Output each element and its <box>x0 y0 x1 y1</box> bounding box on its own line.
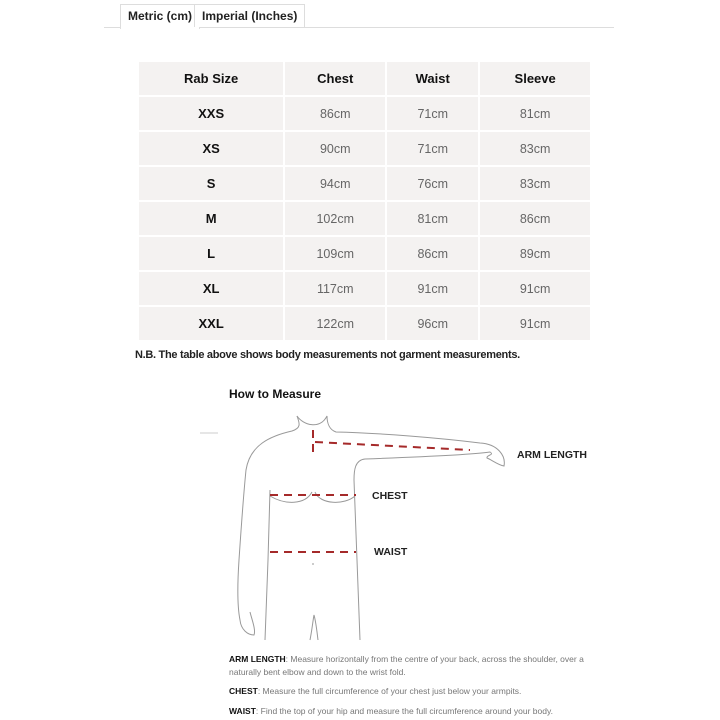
arm-length-line <box>315 442 470 450</box>
body-outline <box>238 416 504 640</box>
waist-description <box>229 705 594 718</box>
size-cell: XXL <box>139 307 283 340</box>
value-cell: 122cm <box>285 307 385 340</box>
size-cell: S <box>139 167 283 200</box>
value-cell: 109cm <box>285 237 385 270</box>
value-cell: 86cm <box>480 202 590 235</box>
value-cell: 91cm <box>387 272 478 305</box>
size-cell: XS <box>139 132 283 165</box>
value-cell: 90cm <box>285 132 385 165</box>
value-cell: 94cm <box>285 167 385 200</box>
value-cell: 86cm <box>387 237 478 270</box>
value-cell: 83cm <box>480 167 590 200</box>
value-cell: 71cm <box>387 97 478 130</box>
header-chest: Chest <box>285 62 385 95</box>
value-cell: 89cm <box>480 237 590 270</box>
size-cell: XL <box>139 272 283 305</box>
header-waist: Waist <box>387 62 478 95</box>
size-cell: M <box>139 202 283 235</box>
size-cell: XXS <box>139 97 283 130</box>
text: : Measure horizontally from the centre of your back, across the shoulder, over a naturally bent elbow and down to the wrist fold. <box>229 654 584 677</box>
chest-description <box>229 685 594 698</box>
label-arm-length: ARM LENGTH <box>517 449 587 461</box>
term: ARM LENGTH <box>229 654 286 664</box>
text: : Find the top of your hip and measure the full circumference around your body. <box>255 706 553 716</box>
value-cell: 117cm <box>285 272 385 305</box>
value-cell: 81cm <box>387 202 478 235</box>
text: : Measure the full circumference of your chest just below your armpits. <box>257 686 522 696</box>
value-cell: 81cm <box>480 97 590 130</box>
how-to-measure-title: How to Measure <box>229 387 322 401</box>
label-waist: WAIST <box>374 546 408 558</box>
label-chest: CHEST <box>372 490 408 502</box>
term: CHEST <box>229 686 258 696</box>
value-cell: 91cm <box>480 307 590 340</box>
arm-length-description <box>229 653 594 679</box>
value-cell: 71cm <box>387 132 478 165</box>
value-cell: 91cm <box>480 272 590 305</box>
size-cell: L <box>139 237 283 270</box>
header-size: Rab Size <box>139 62 283 95</box>
measurement-note: N.B. The table above shows body measurements not garment measurements. <box>135 349 520 361</box>
tab-imperial[interactable]: Imperial (Inches) <box>194 4 305 27</box>
value-cell: 83cm <box>480 132 590 165</box>
measure-lines <box>270 430 470 552</box>
header-sleeve: Sleeve <box>480 62 590 95</box>
term: WAIST <box>229 706 256 716</box>
value-cell: 76cm <box>387 167 478 200</box>
tab-metric[interactable]: Metric (cm) <box>120 4 200 29</box>
value-cell: 96cm <box>387 307 478 340</box>
value-cell: 102cm <box>285 202 385 235</box>
value-cell: 86cm <box>285 97 385 130</box>
